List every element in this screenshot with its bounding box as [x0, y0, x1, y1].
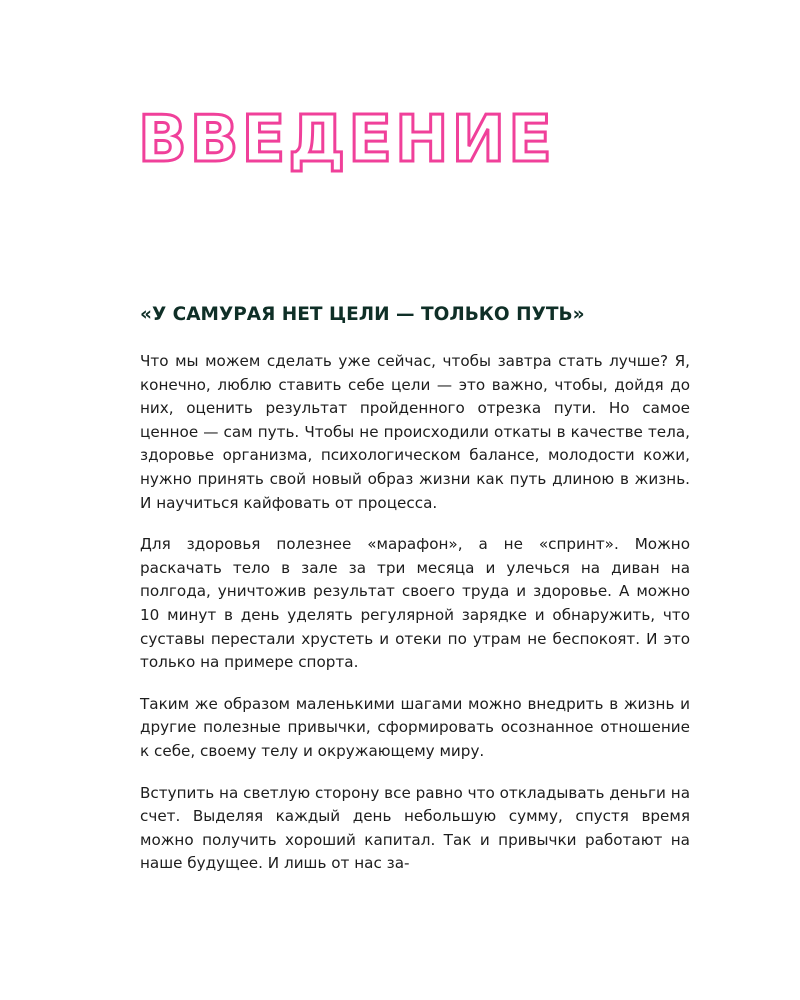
- section-heading: «У САМУРАЯ НЕТ ЦЕЛИ — ТОЛЬКО ПУТЬ»: [140, 304, 585, 325]
- paragraph-1: Что мы можем сделать уже сейчас, чтобы завтра стать лучше? Я, конечно, люблю ставить себе цели — это важно, чтобы, дойдя до них, оценить результат пройденного отрезка пути. Но самое ценное — сам путь. Чтобы не происходили откаты в качестве тела, здоровье организма, психологическом балансе, молодости кожи, нужно принять свой новый образ жизни как путь длиною в жизнь. И научиться кайфовать от процесса.: [140, 352, 690, 512]
- paragraph-2: Для здоровья полезнее «марафон», а не «спринт». Можно раскачать тело в зале за три месяца и улечься на диван на полгода, уничтожив результат своего труда и здоровье. А можно 10 минут в день уделять регулярной зарядке и обнаружить, что суставы перестали хрустеть и отеки по утрам не беспокоят. И это только на примере спорта.: [140, 535, 690, 672]
- paragraph-3: Таким же образом маленькими шагами можно внедрить в жизнь и другие полезные привычки, сформировать осознанное отношение к себе, своему телу и окружающему миру.: [140, 694, 690, 760]
- chapter-content: [140, 300, 690, 894]
- paragraph-4: Вступить на светлую сторону все равно что откладывать деньги на счет. Выделяя каждый день небольшую сумму, спустя время можно получить хороший капитал. Так и привычки работают на наше будущее. И лишь от нас за-: [140, 783, 690, 873]
- chapter-title: ВВЕДЕНИЕ: [138, 103, 555, 177]
